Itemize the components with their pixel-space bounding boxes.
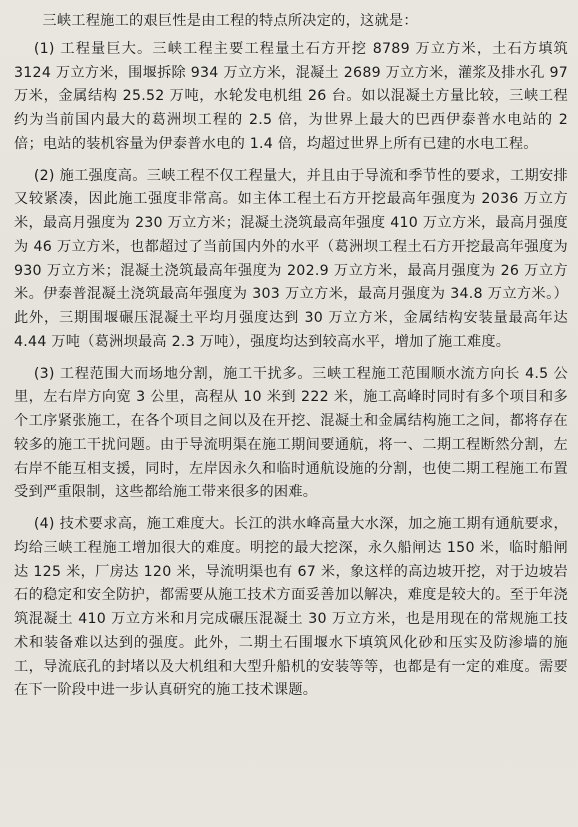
document-body: [14, 10, 568, 703]
paragraph-4-technical-difficulty: (4) 技术要求高，施工难度大。长江的洪水峰高量大水深，加之施工期有通航要求，均给三峡工程施工增加很大的难度。明挖的最大挖深，永久船闸达 150 米，临时船闸达 125 米，厂房达 120 米，导流明渠也有 67 米，象这样的高边坡开挖，对于边坡岩石的稳定和安全防护，都需要从施工技术方面妥善加以解决，难度是较大的。至于年浇筑混凝土 410 万立方米和月完成碾压混凝土 30 万立方米，也是用现在的常规施工技术和装备难以达到的强度。此外，二期土石围堰水下填筑风化砂和压实及防渗墙的施工，导流底孔的封堵以及大机组和大型升船机的安装等等，也都是有一定的难度。需要在下一阶段中进一步认真研究的施工技术课题。: [14, 516, 568, 699]
paragraph-1-workload: (1) 工程量巨大。三峡工程主要工程量土石方开挖 8789 万立方米，土石方填筑 3124 万立方米，围堰拆除 934 万立方米，混凝土 2689 万立方米，灌浆及排水孔 97 万米，金属结构 25.52 万吨，水轮发电机组 26 台。如以混凝土方量比较，三峡工程约为当前国内最大的葛洲坝工程的 2.5 倍，为世界上最大的巴西伊泰普水电站的 2 倍；电站的装机容量为伊泰普水电的 1.4 倍，均超过世界上所有已建的水电工程。: [14, 40, 568, 152]
paragraph-2-intensity: (2) 施工强度高。三峡工程不仅工程量大，并且由于导流和季节性的要求，工期安排又较紧凑，因此施工强度非常高。如主体工程土石方开挖最高年强度为 2036 万立方米，最高月强度为 230 万立方米；混凝土浇筑最高年强度 410 万立方米，最高月强度为 46 万立方米，也都超过了当前国内外的水平（葛洲坝工程土石方开挖最高年强度为 930 万立方米；混凝土浇筑最高年强度为 202.9 万立方米，最高月强度为 26 万立方米。伊泰普混凝土浇筑最高年强度为 303 万立方米，最高月强度为 34.8 万立方米。）此外，三期围堰碾压混凝土平均月强度达到 30 万立方米，金属结构安装量最高年达 4.44 万吨（葛洲坝最高 2.3 万吨），强度均达到较高水平，增加了施工难度。: [14, 167, 568, 350]
paragraph-3-site-interference: (3) 工程范围大而场地分割，施工干扰多。三峡工程施工范围顺水流方向长 4.5 公里，左右岸方向宽 3 公里，高程从 10 米到 222 米，施工高峰时同时有多个项目和多个工序紧张施工，在各个项目之间以及在开挖、混凝土和金属结构施工之间，都将存在较多的施工干扰问题。由于导流明渠在施工期间要通航，将一、二期工程断然分割，左右岸不能互相支援，同时，左岸因永久和临时通航设施的分割，也使二期工程施工布置受到严重限制，这些都给施工带来很多的困难。: [14, 365, 568, 501]
intro-paragraph: 三峡工程施工的艰巨性是由工程的特点所决定的，这就是：: [42, 13, 418, 29]
